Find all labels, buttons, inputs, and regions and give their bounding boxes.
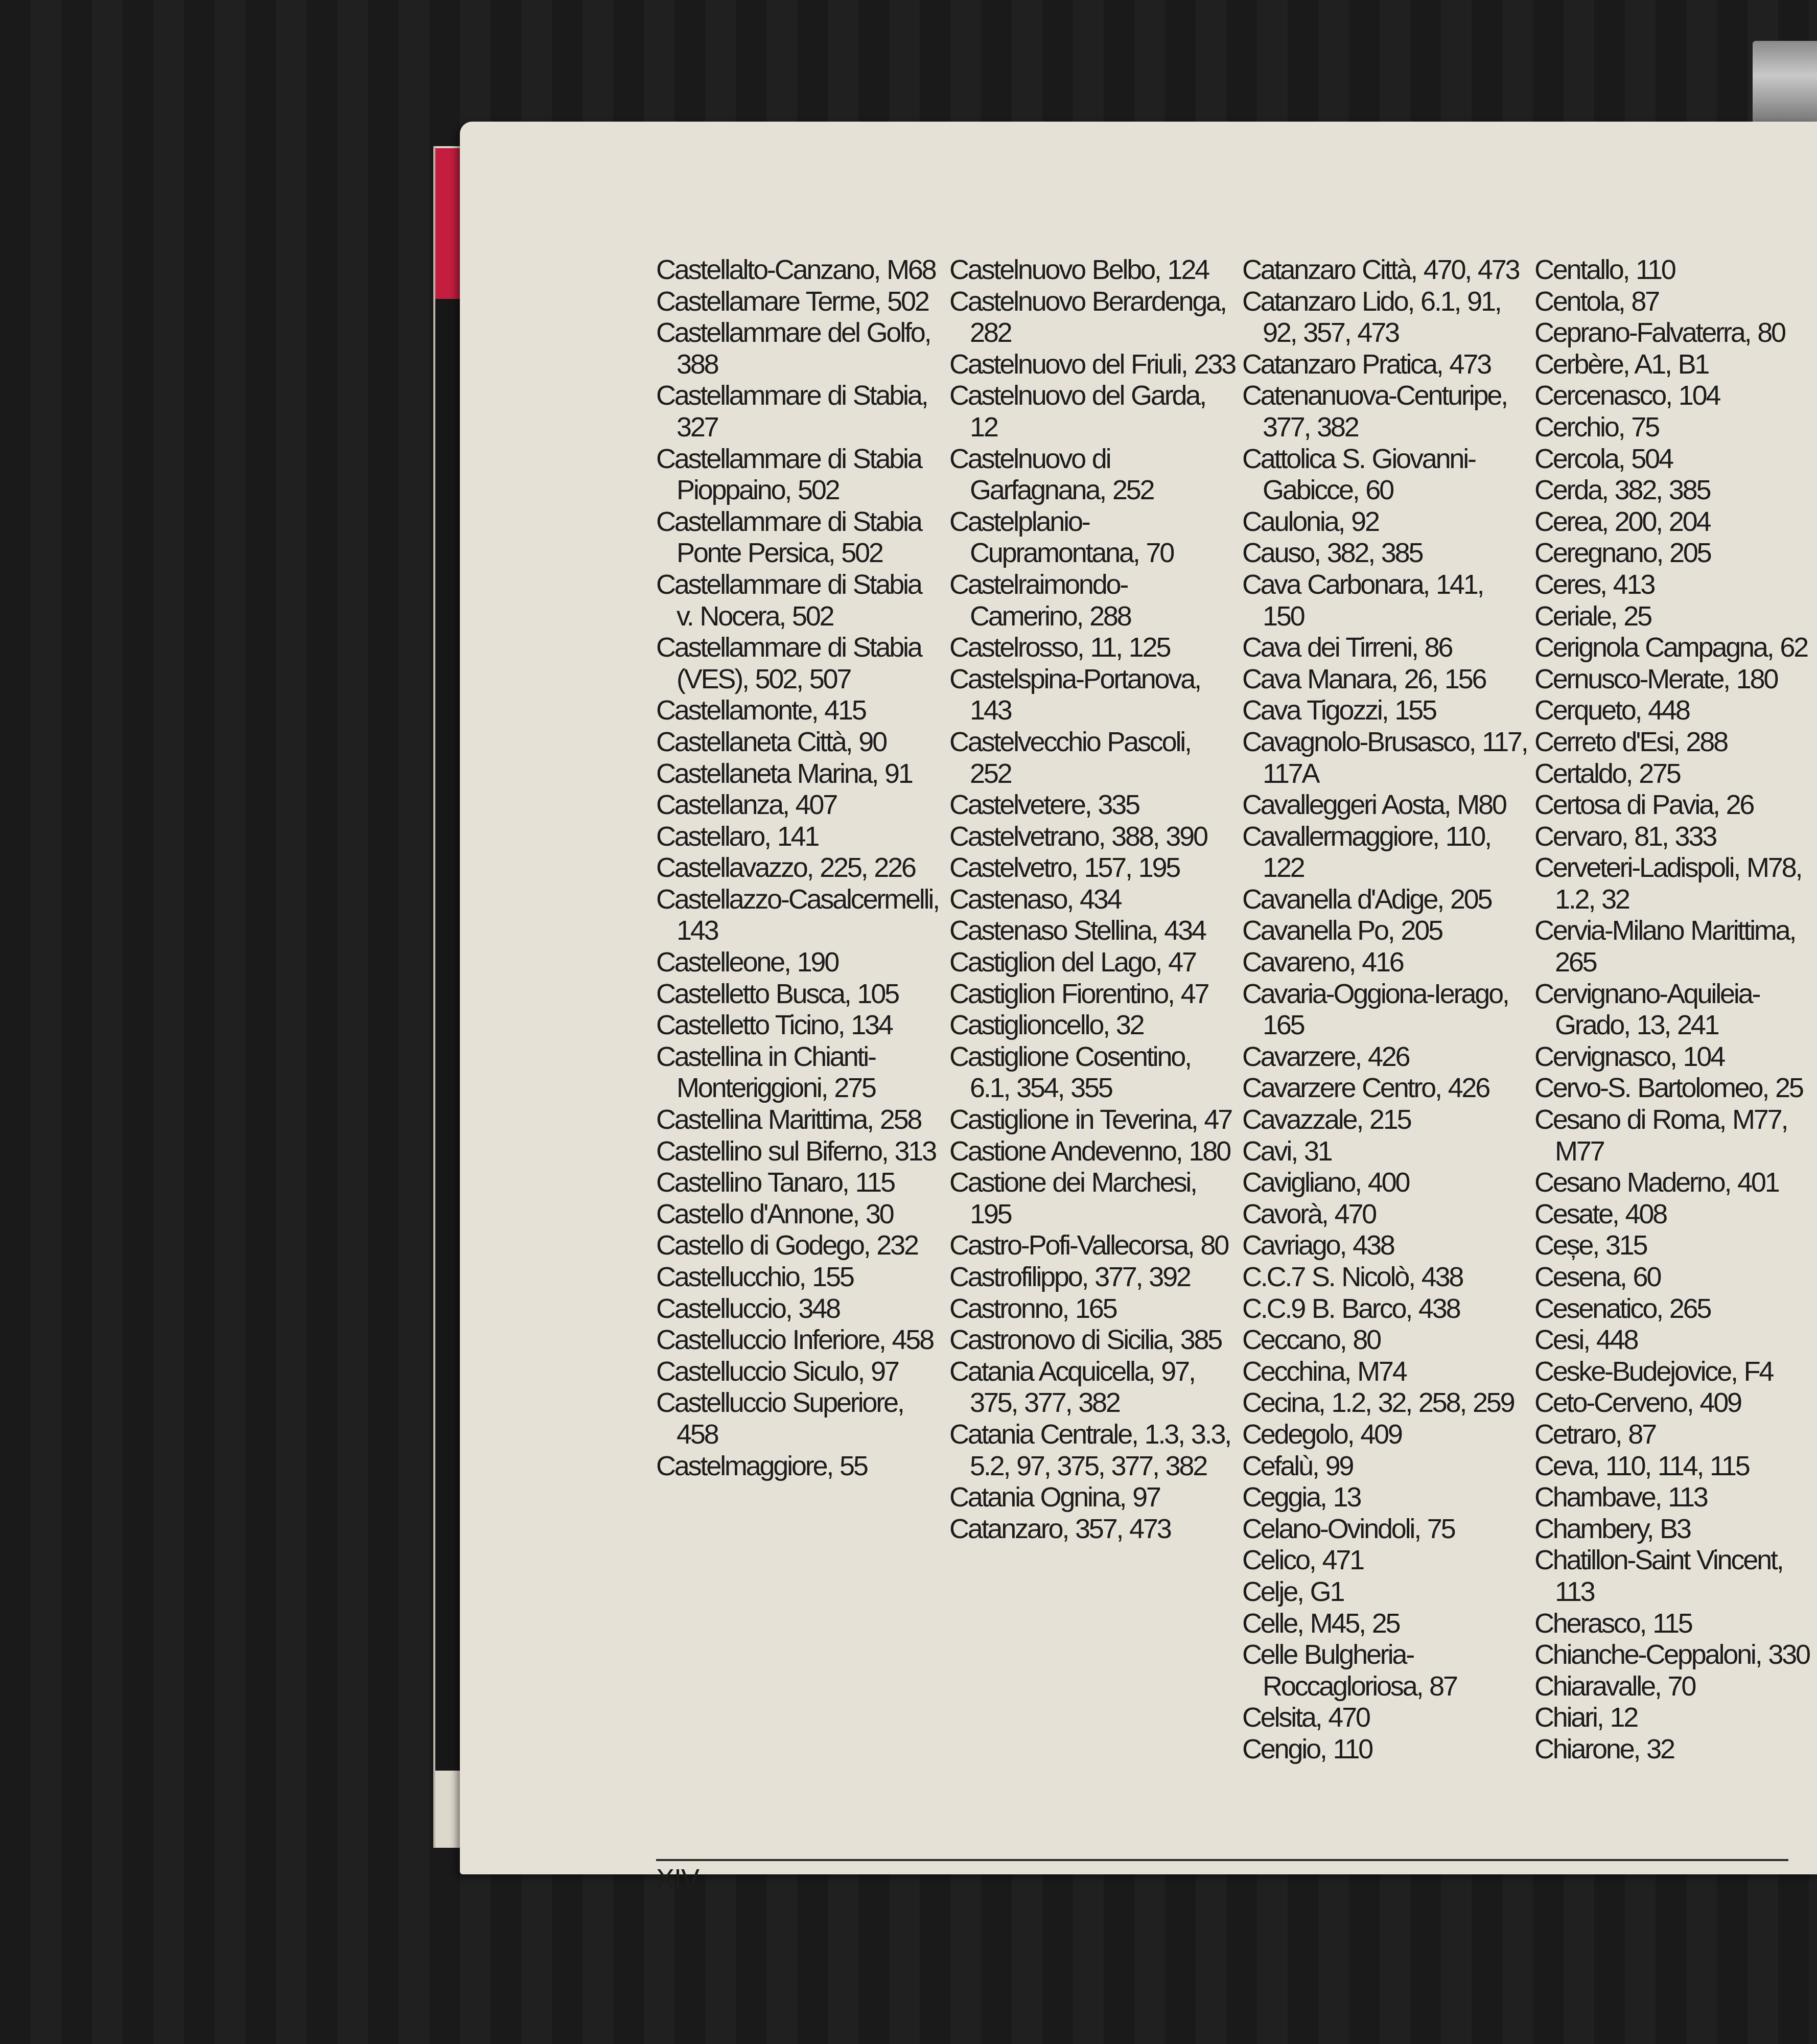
- index-entry: Cercola, 504: [1534, 443, 1672, 474]
- index-entry: Certosa di Pavia, 26: [1534, 789, 1754, 821]
- index-entry: Castelluccio Superiore, 458: [656, 1387, 903, 1450]
- index-entry: Castelspina-Portanova, 143: [949, 663, 1200, 726]
- index-entry: Celico, 471: [1242, 1545, 1363, 1576]
- index-entry: Cavareno, 416: [1242, 947, 1403, 978]
- index-entry: Celje, G1: [1242, 1576, 1344, 1607]
- index-entry: Cavarzere, 426: [1242, 1041, 1409, 1072]
- index-entry: Chambave, 113: [1534, 1482, 1707, 1513]
- index-entry: Castello di Godego, 232: [656, 1230, 918, 1261]
- index-entry: Castronovo di Sicilia, 385: [949, 1325, 1222, 1356]
- index-entry: Castiglione in Teverina, 47: [949, 1104, 1231, 1135]
- index-entry: Castellammare di Stabia v. Nocera, 502: [656, 569, 921, 632]
- index-column-3: [1242, 254, 1528, 1766]
- index-entry: Cerbère, A1, B1: [1534, 349, 1709, 380]
- index-entry: Cerqueto, 448: [1534, 695, 1689, 726]
- index-entry: Celle Bulgheria-Roccagloriosa, 87: [1242, 1639, 1457, 1702]
- index-entry: Castellamonte, 415: [656, 695, 866, 726]
- index-entry: Castellavazzo, 225, 226: [656, 852, 915, 884]
- index-entry: Catanzaro Lido, 6.1, 91, 92, 357, 473: [1242, 286, 1501, 349]
- index-entry: Castelraimondo-Camerino, 288: [949, 569, 1131, 632]
- index-entry: Cervaro, 81, 333: [1534, 821, 1716, 852]
- index-entry: Cesate, 408: [1534, 1198, 1666, 1229]
- index-entry: Castelmaggiore, 55: [656, 1450, 867, 1481]
- index-entry: Cavigliano, 400: [1242, 1167, 1409, 1198]
- index-entry: Cesano Maderno, 401: [1534, 1167, 1779, 1198]
- index-entry: Castronno, 165: [949, 1293, 1116, 1324]
- index-entry: Castellina in Chianti-Monteriggioni, 275: [656, 1041, 875, 1104]
- index-entry: Ceggia, 13: [1242, 1482, 1361, 1513]
- index-entry: Castellammare di Stabia, 327: [656, 380, 927, 443]
- index-entry: Cavazzale, 215: [1242, 1104, 1411, 1135]
- index-entry: Ceske-Budejovice, F4: [1534, 1356, 1773, 1387]
- index-entry: Cavalleggeri Aosta, M80: [1242, 789, 1506, 821]
- index-entry: Catania Centrale, 1.3, 3.3, 5.2, 97, 375, 377, 382: [949, 1419, 1230, 1481]
- index-entry: Castrofilippo, 377, 392: [949, 1262, 1190, 1292]
- index-entry: Catania Ognina, 97: [949, 1482, 1160, 1513]
- index-entry: Castellammare di Stabia (VES), 502, 507: [656, 632, 921, 694]
- index-entry: Castelvetro, 157, 195: [949, 852, 1180, 884]
- index-entry: Castelletto Busca, 105: [656, 978, 898, 1009]
- index-entry: Castellino sul Biferno, 313: [656, 1135, 936, 1167]
- index-entry: Cecina, 1.2, 32, 258, 259: [1242, 1387, 1514, 1419]
- index-entry: Cecchina, M74: [1242, 1356, 1406, 1387]
- index-column-4: [1534, 254, 1817, 1766]
- index-entry: Castelnuovo del Friuli, 233: [949, 349, 1235, 380]
- index-entry: Cava dei Tirreni, 86: [1242, 632, 1452, 663]
- index-entry: Catania Acquicella, 97, 375, 377, 382: [949, 1356, 1195, 1419]
- index-entry: Cesena, 60: [1534, 1262, 1661, 1292]
- index-entry: Chatillon-Saint Vincent, 113: [1534, 1545, 1783, 1607]
- index-entry: Cavi, 31: [1242, 1135, 1332, 1167]
- index-entry: Cerveteri-Ladispoli, M78, 1.2, 32: [1534, 852, 1802, 915]
- index-entry: Ceccano, 80: [1242, 1325, 1380, 1356]
- index-entry: Cavagnolo-Brusasco, 117, 117A: [1242, 726, 1527, 789]
- index-entry: Castiglion Fiorentino, 47: [949, 978, 1208, 1009]
- index-entry: Castenaso Stellina, 434: [949, 915, 1205, 946]
- index-entry: Cervo-S. Bartolomeo, 25: [1534, 1073, 1803, 1104]
- index-entry: Cavaria-Oggiona-Ierago, 165: [1242, 978, 1508, 1041]
- index-entry: Castenaso, 434: [949, 884, 1121, 915]
- index-entry: Castelleone, 190: [656, 947, 838, 978]
- index-entry: Cavanella d'Adige, 205: [1242, 884, 1492, 915]
- index-entry: Cedegolo, 409: [1242, 1419, 1402, 1450]
- index-entry: Castelrosso, 11, 125: [949, 632, 1170, 663]
- index-entry: Ceva, 110, 114, 115: [1534, 1450, 1749, 1481]
- index-entry: Ceriale, 25: [1534, 600, 1651, 632]
- index-entry: Castiglioncello, 32: [949, 1010, 1144, 1041]
- index-entry: Castellaneta Marina, 91: [656, 758, 912, 789]
- index-entry: Cavanella Po, 205: [1242, 915, 1442, 946]
- index-entry: Castione dei Marchesi, 195: [949, 1167, 1196, 1229]
- index-entry: Castelletto Ticino, 134: [656, 1010, 892, 1041]
- metal-clip: [1753, 41, 1817, 128]
- index-entry: Cerchio, 75: [1534, 411, 1659, 443]
- index-entry: Ceres, 413: [1534, 569, 1655, 600]
- index-entry: Castellamare Terme, 502: [656, 286, 928, 317]
- index-entry: Castellammare del Golfo, 388: [656, 317, 930, 380]
- index-entry: Cervignano-Aquileia-Grado, 13, 241: [1534, 978, 1760, 1041]
- index-entry: Cengio, 110: [1242, 1733, 1372, 1764]
- index-entry: Castiglion del Lago, 47: [949, 947, 1196, 978]
- index-entry: Cavallermaggiore, 110, 122: [1242, 821, 1490, 884]
- index-entry: Castelvecchio Pascoli, 252: [949, 726, 1191, 789]
- index-entry: Cava Tigozzi, 155: [1242, 695, 1436, 726]
- index-entry: Castelnuovo di Garfagnana, 252: [949, 443, 1154, 506]
- index-entry: Castelluccio Siculo, 97: [656, 1356, 898, 1387]
- index-entry: Cherasco, 115: [1534, 1608, 1692, 1639]
- index-entry: Castellino Tanaro, 115: [656, 1167, 894, 1198]
- index-entry: Castellalto-Canzano, M68: [656, 254, 936, 285]
- index-entry: Cerignola Campagna, 62: [1534, 632, 1807, 663]
- index-entry: Cervignasco, 104: [1534, 1041, 1725, 1072]
- index-entry: Chiaravalle, 70: [1534, 1670, 1695, 1702]
- index-entry: Cerea, 200, 204: [1534, 506, 1710, 537]
- index-column-1: [656, 254, 942, 1482]
- index-entry: Castello d'Annone, 30: [656, 1198, 893, 1229]
- index-entry: Castellazzo-Casalcermelli, 143: [656, 884, 939, 946]
- index-entry: Castellaro, 141: [656, 821, 819, 852]
- index-entry: Castellanza, 407: [656, 789, 837, 821]
- index-entry: Caulonia, 92: [1242, 506, 1379, 537]
- index-entry: Ceto-Cerveno, 409: [1534, 1387, 1741, 1419]
- index-entry: Castellucchio, 155: [656, 1262, 853, 1292]
- index-entry: Cavorà, 470: [1242, 1198, 1376, 1229]
- index-entry: Castellammare di Stabia Ponte Persica, 502: [656, 506, 921, 569]
- index-entry: Ceregnano, 205: [1534, 538, 1711, 569]
- index-entry: Celano-Ovindoli, 75: [1242, 1513, 1455, 1544]
- index-column-2: [949, 254, 1236, 1545]
- index-entry: Celsita, 470: [1242, 1702, 1369, 1733]
- index-entry: Castiglione Cosentino, 6.1, 354, 355: [949, 1041, 1191, 1104]
- index-entry: Cava Carbonara, 141, 150: [1242, 569, 1483, 632]
- index-entry: Ceprano-Falvaterra, 80: [1534, 317, 1785, 349]
- index-entry: Castelnuovo Belbo, 124: [949, 254, 1209, 285]
- index-entry: Catanzaro, 357, 473: [949, 1513, 1171, 1544]
- index-entry: Cattolica S. Giovanni-Gabicce, 60: [1242, 443, 1475, 506]
- index-entry: Castelvetrano, 388, 390: [949, 821, 1207, 852]
- index-entry: Cesenatico, 265: [1534, 1293, 1711, 1324]
- index-entry: Castelnuovo del Garda, 12: [949, 380, 1205, 443]
- index-entry: Cetraro, 87: [1534, 1419, 1656, 1450]
- index-entry: Chambery, B3: [1534, 1513, 1690, 1544]
- index-entry: Cavriago, 438: [1242, 1230, 1394, 1261]
- index-entry: Castelplanio-Cupramontana, 70: [949, 506, 1174, 569]
- index-entry: Cercenasco, 104: [1534, 380, 1720, 411]
- index-entry: Chiari, 12: [1534, 1702, 1638, 1733]
- footer-rule: [656, 1859, 1788, 1861]
- index-entry: Castellaneta Città, 90: [656, 726, 886, 757]
- index-entry: Cesi, 448: [1534, 1325, 1638, 1356]
- index-entry: Ceșe, 315: [1534, 1230, 1647, 1261]
- index-entry: Castelnuovo Berardenga, 282: [949, 286, 1226, 349]
- index-entry: Cervia-Milano Marittima, 265: [1534, 915, 1796, 978]
- index-entry: Chiarone, 32: [1534, 1733, 1674, 1764]
- index-entry: Catanzaro Città, 470, 473: [1242, 254, 1519, 285]
- index-entry: Castelluccio Inferiore, 458: [656, 1325, 933, 1356]
- index-entry: Castione Andevenno, 180: [949, 1135, 1230, 1167]
- index-entry: Cesano di Roma, M77, M77: [1534, 1104, 1787, 1167]
- index-entry: Centallo, 110: [1534, 254, 1675, 285]
- index-entry: Cavarzere Centro, 426: [1242, 1073, 1489, 1104]
- index-entry: Catenanuova-Centuripe, 377, 382: [1242, 380, 1507, 443]
- index-entry: Cerreto d'Esi, 288: [1534, 726, 1727, 757]
- page-number: XIV: [656, 1864, 700, 1894]
- index-entry: Chianche-Ceppaloni, 330: [1534, 1639, 1809, 1670]
- index-entry: Cerda, 382, 385: [1534, 475, 1710, 506]
- index-entry: Catanzaro Pratica, 473: [1242, 349, 1490, 380]
- index-entry: Celle, M45, 25: [1242, 1608, 1400, 1639]
- index-entry: Cernusco-Merate, 180: [1534, 663, 1778, 694]
- index-entry: Causo, 382, 385: [1242, 538, 1423, 569]
- index-entry: Castelvetere, 335: [949, 789, 1139, 821]
- index-entry: Cava Manara, 26, 156: [1242, 663, 1486, 694]
- index-entry: C.C.7 S. Nicolò, 438: [1242, 1262, 1463, 1292]
- index-entry: Castro-Pofi-Vallecorsa, 80: [949, 1230, 1228, 1261]
- index-entry: Certaldo, 275: [1534, 758, 1680, 789]
- index-entry: Castellammare di Stabia Pioppaino, 502: [656, 443, 921, 506]
- index-entry: Centola, 87: [1534, 286, 1659, 317]
- index-entry: C.C.9 B. Barco, 438: [1242, 1293, 1460, 1324]
- index-entry: Castelluccio, 348: [656, 1293, 840, 1324]
- index-entry: Castellina Marittima, 258: [656, 1104, 921, 1135]
- index-entry: Cefalù, 99: [1242, 1450, 1353, 1481]
